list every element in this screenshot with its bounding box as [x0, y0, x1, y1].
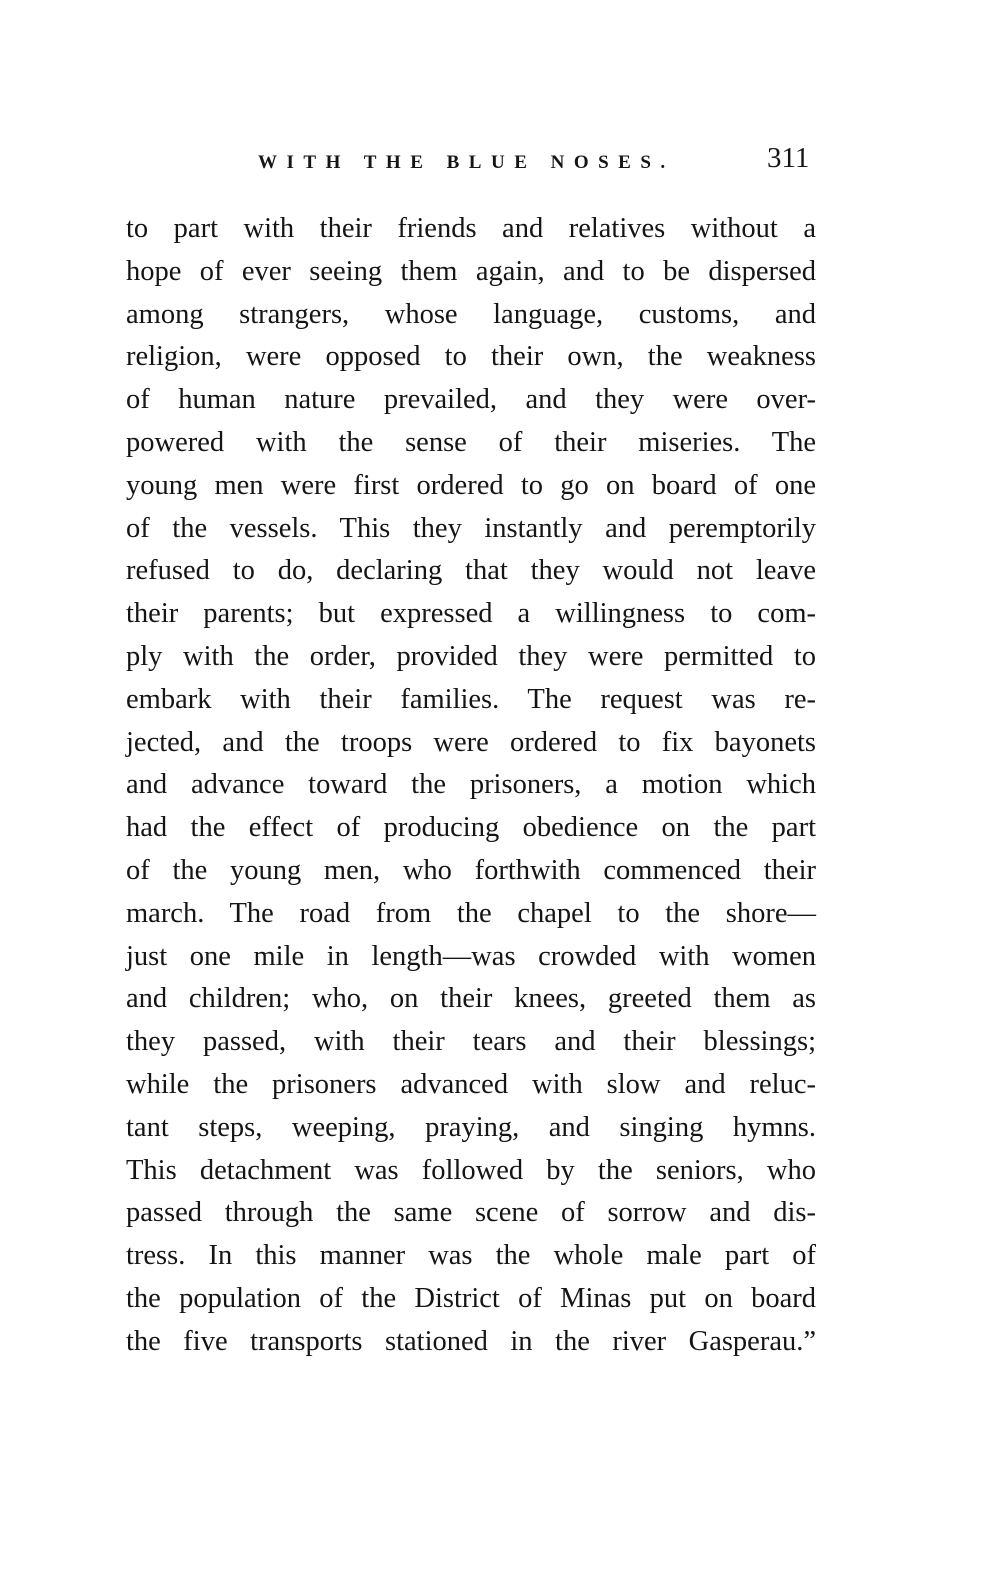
- text-line: refused to do, declaring that they would not leave: [126, 555, 816, 587]
- text-line: just one mile in length—was crowded with women: [126, 940, 816, 972]
- text-line: hope of ever seeing them again, and to be dispersed: [126, 255, 816, 287]
- text-line: had the effect of producing obedience on the part: [126, 812, 816, 844]
- text-line: and children; who, on their knees, greeted them as: [126, 983, 816, 1015]
- text-line: religion, were opposed to their own, the weakness: [126, 341, 816, 373]
- text-line: tress. In this manner was the whole male part of: [126, 1240, 816, 1272]
- text-line: while the prisoners advanced with slow and reluc-: [126, 1068, 816, 1100]
- text-line: tant steps, weeping, praying, and singing hymns.: [126, 1111, 816, 1143]
- text-line: powered with the sense of their miseries. The: [126, 426, 816, 458]
- text-line: the population of the District of Minas put on board: [126, 1282, 816, 1314]
- text-line: march. The road from the chapel to the shore—: [126, 897, 816, 929]
- text-line: to part with their friends and relatives without a: [126, 213, 816, 244]
- running-head: WITH THE BLUE NOSES.: [258, 152, 675, 173]
- text-line: and advance toward the prisoners, a motion which: [126, 769, 816, 801]
- text-line: jected, and the troops were ordered to fix bayonets: [126, 726, 816, 758]
- text-line: embark with their families. The request was re-: [126, 683, 816, 715]
- text-line: young men were first ordered to go on board of one: [126, 469, 816, 501]
- text-line: This detachment was followed by the seniors, who: [126, 1154, 816, 1186]
- text-line: of the vessels. This they instantly and peremptorily: [126, 512, 816, 544]
- text-line: of the young men, who forthwith commenced their: [126, 854, 816, 886]
- text-line: they passed, with their tears and their blessings;: [126, 1026, 816, 1058]
- text-line: ply with the order, provided they were permitted to: [126, 640, 816, 672]
- body-text: [126, 208, 816, 1364]
- page-number: 311: [767, 142, 810, 174]
- text-line: their parents; but expressed a willingness to com-: [126, 598, 816, 630]
- text-line: passed through the same scene of sorrow and dis-: [126, 1197, 816, 1229]
- text-line: among strangers, whose language, customs, and: [126, 298, 816, 330]
- text-line: of human nature prevailed, and they were over-: [126, 384, 816, 416]
- text-line: the five transports stationed in the river Gasperau.”: [126, 1325, 816, 1357]
